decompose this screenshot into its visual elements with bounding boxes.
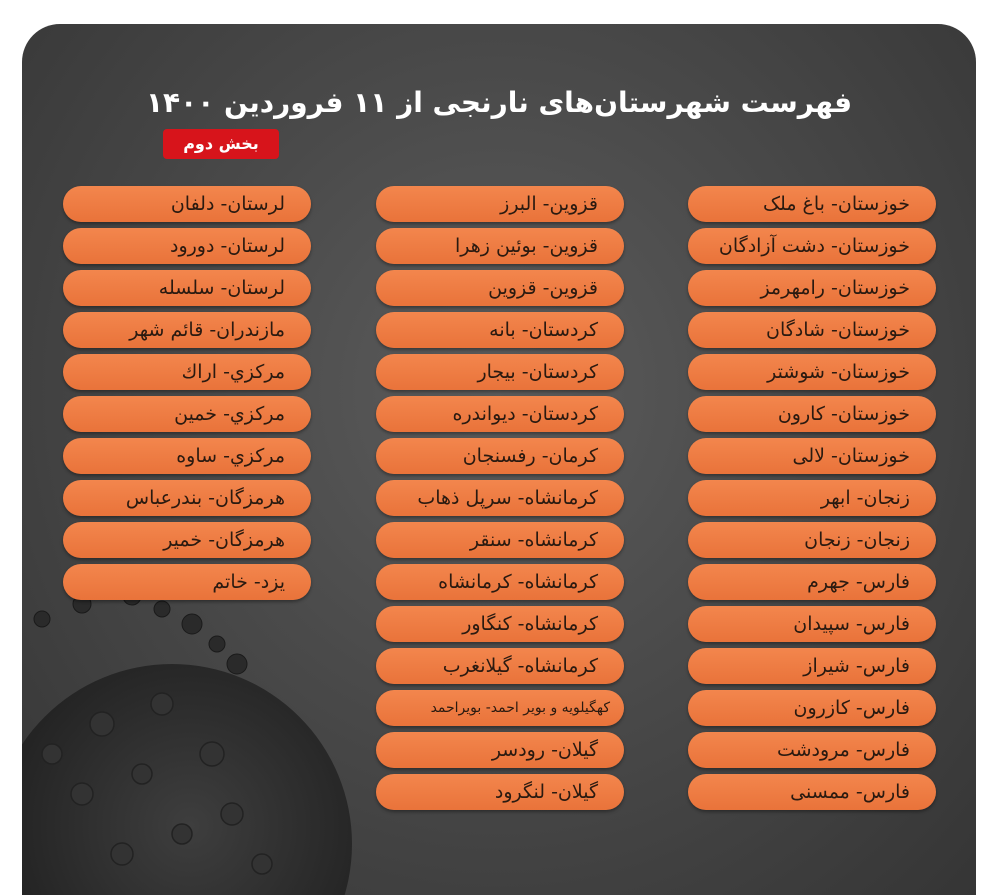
county-pill: خوزستان- شوشتر	[688, 354, 936, 390]
county-pill: کردستان- بیجار	[376, 354, 624, 390]
county-pill: خوزستان- لالی	[688, 438, 936, 474]
county-pill: کردستان- بانه	[376, 312, 624, 348]
county-pill: هرمزگان- بندرعباس	[63, 480, 311, 516]
county-pill: گیلان- لنگرود	[376, 774, 624, 810]
county-column-2	[376, 186, 624, 816]
county-pill: مازندران- قائم شهر	[63, 312, 311, 348]
county-pill: خوزستان- دشت آزادگان	[688, 228, 936, 264]
county-pill: فارس- ممسنی	[688, 774, 936, 810]
county-pill: زنجان- ابهر	[688, 480, 936, 516]
county-pill: یزد- خاتم	[63, 564, 311, 600]
county-pill: زنجان- زنجان	[688, 522, 936, 558]
county-pill: کرمان- رفسنجان	[376, 438, 624, 474]
county-pill: مرکزي- خمین	[63, 396, 311, 432]
county-pill: فارس- مرودشت	[688, 732, 936, 768]
county-pill: قزوین- بوئین زهرا	[376, 228, 624, 264]
county-pill: کرمانشاه- کنگاور	[376, 606, 624, 642]
county-column-1	[688, 186, 936, 816]
county-pill: کرمانشاه- سنقر	[376, 522, 624, 558]
background-card	[22, 24, 976, 895]
county-pill: خوزستان- شادگان	[688, 312, 936, 348]
county-pill: لرستان- سلسله	[63, 270, 311, 306]
county-pill: قزوین- قزوین	[376, 270, 624, 306]
county-pill: کرمانشاه- کرمانشاه	[376, 564, 624, 600]
county-pill: کرمانشاه- گیلانغرب	[376, 648, 624, 684]
county-pill: فارس- جهرم	[688, 564, 936, 600]
county-pill: خوزستان- رامهرمز	[688, 270, 936, 306]
part-badge: بخش دوم	[163, 129, 279, 159]
county-pill: فارس- سپیدان	[688, 606, 936, 642]
county-pill: قزوین- البرز	[376, 186, 624, 222]
county-column-3	[63, 186, 311, 606]
county-pill: فارس- کازرون	[688, 690, 936, 726]
county-pill: کردستان- دیواندره	[376, 396, 624, 432]
county-pill: مرکزي- اراك	[63, 354, 311, 390]
county-pill: مرکزي- ساوه	[63, 438, 311, 474]
county-pill: هرمزگان- خمیر	[63, 522, 311, 558]
county-pill: لرستان- دورود	[63, 228, 311, 264]
county-pill: کهگیلویه و بویر احمد- بویراحمد	[376, 690, 624, 726]
county-pill: لرستان- دلفان	[63, 186, 311, 222]
county-pill: گیلان- رودسر	[376, 732, 624, 768]
county-pill: فارس- شیراز	[688, 648, 936, 684]
page-title: فهرست شهرستان‌های نارنجی از ۱۱ فروردین ۱۴۰۰	[145, 86, 853, 119]
county-pill: خوزستان- کارون	[688, 396, 936, 432]
county-pill: خوزستان- باغ ملک	[688, 186, 936, 222]
county-pill: کرمانشاه- سرپل ذهاب	[376, 480, 624, 516]
